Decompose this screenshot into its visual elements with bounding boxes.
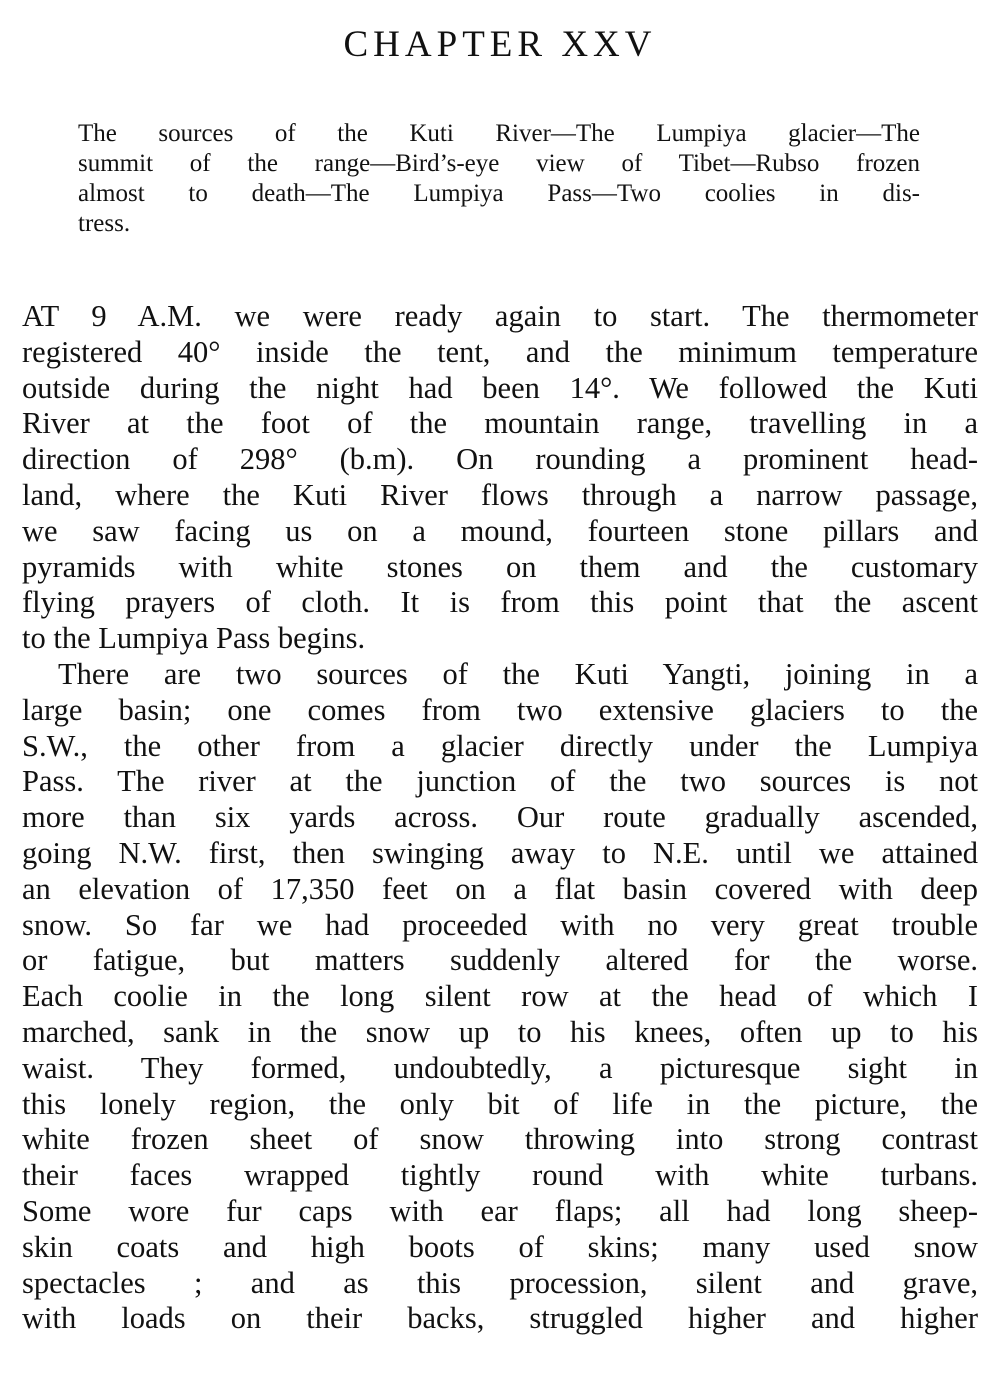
paragraph-2-line: an elevation of 17,350 feet on a flat basin covered with deep — [22, 871, 978, 906]
paragraph-1-line: AT 9 A.M. we were ready again to start. The thermometer — [22, 299, 978, 333]
paragraph-1-line: we saw facing us on a mound, fourteen stone pillars and — [22, 513, 978, 548]
paragraph-2-line: spectacles ; and as this procession, silent and grave, — [22, 1265, 978, 1300]
paragraph-2-line: Some wore fur caps with ear flaps; all had long sheep- — [22, 1193, 978, 1228]
summary-line: summit of the range—Bird’s-eye view of Tibet—Rubso frozen — [78, 150, 920, 177]
paragraph-2-line: white frozen sheet of snow throwing into strong contrast — [22, 1122, 978, 1157]
paragraph-1-line: outside during the night had been 14°. We followed the Kuti — [22, 370, 978, 405]
paragraph-2-line: snow. So far we had proceeded with no very great trouble — [22, 907, 978, 942]
paragraph-2-line: marched, sank in the snow up to his knees, often up to his — [22, 1014, 978, 1049]
paragraph-2-line: more than six yards across. Our route gradually ascended, — [22, 800, 978, 835]
chapter-summary — [78, 119, 920, 239]
paragraph-2-line: large basin; one comes from two extensive glaciers to the — [22, 692, 978, 727]
paragraph-1-line: pyramids with white stones on them and the customary — [22, 549, 978, 584]
paragraph-2-line: skin coats and high boots of skins; many used snow — [22, 1229, 978, 1264]
paragraph-2-line: or fatigue, but matters suddenly altered for the worse. — [22, 943, 978, 978]
paragraph-2-line: with loads on their backs, struggled higher and higher — [22, 1301, 978, 1336]
paragraph-1-line: flying prayers of cloth. It is from this point that the ascent — [22, 585, 978, 620]
paragraph-1-line: direction of 298° (b.m). On rounding a prominent head- — [22, 442, 978, 477]
paragraph-1-line: to the Lumpiya Pass begins. — [22, 621, 366, 656]
paragraph-1-line: land, where the Kuti River flows through a narrow passage, — [22, 477, 978, 512]
paragraph-2-line: going N.W. first, then swinging away to N.E. until we attained — [22, 835, 978, 870]
paragraph-2-line: Each coolie in the long silent row at the head of which I — [22, 979, 978, 1014]
body-text — [22, 299, 978, 1337]
summary-line: almost to death—The Lumpiya Pass—Two coolies in dis- — [78, 180, 920, 207]
paragraph-2-line: their faces wrapped tightly round with white turbans. — [22, 1158, 978, 1193]
paragraph-2-line: Pass. The river at the junction of the two sources is not — [22, 764, 978, 799]
paragraph-2-line: There are two sources of the Kuti Yangti, joining in a — [58, 656, 978, 691]
summary-line: The sources of the Kuti River—The Lumpiya glacier—The — [78, 120, 920, 147]
paragraph-2-line: S.W., the other from a glacier directly under the Lumpiya — [22, 728, 978, 763]
paragraph-2-line: this lonely region, the only bit of life in the picture, the — [22, 1086, 978, 1121]
paragraph-1-line: River at the foot of the mountain range, travelling in a — [22, 406, 978, 441]
chapter-title: CHAPTER XXV — [343, 24, 657, 65]
summary-line: tress. — [78, 210, 131, 237]
paragraph-1-line: registered 40° inside the tent, and the minimum temperature — [22, 334, 978, 369]
paragraph-2-line: waist. They formed, undoubtedly, a picturesque sight in — [22, 1050, 978, 1085]
